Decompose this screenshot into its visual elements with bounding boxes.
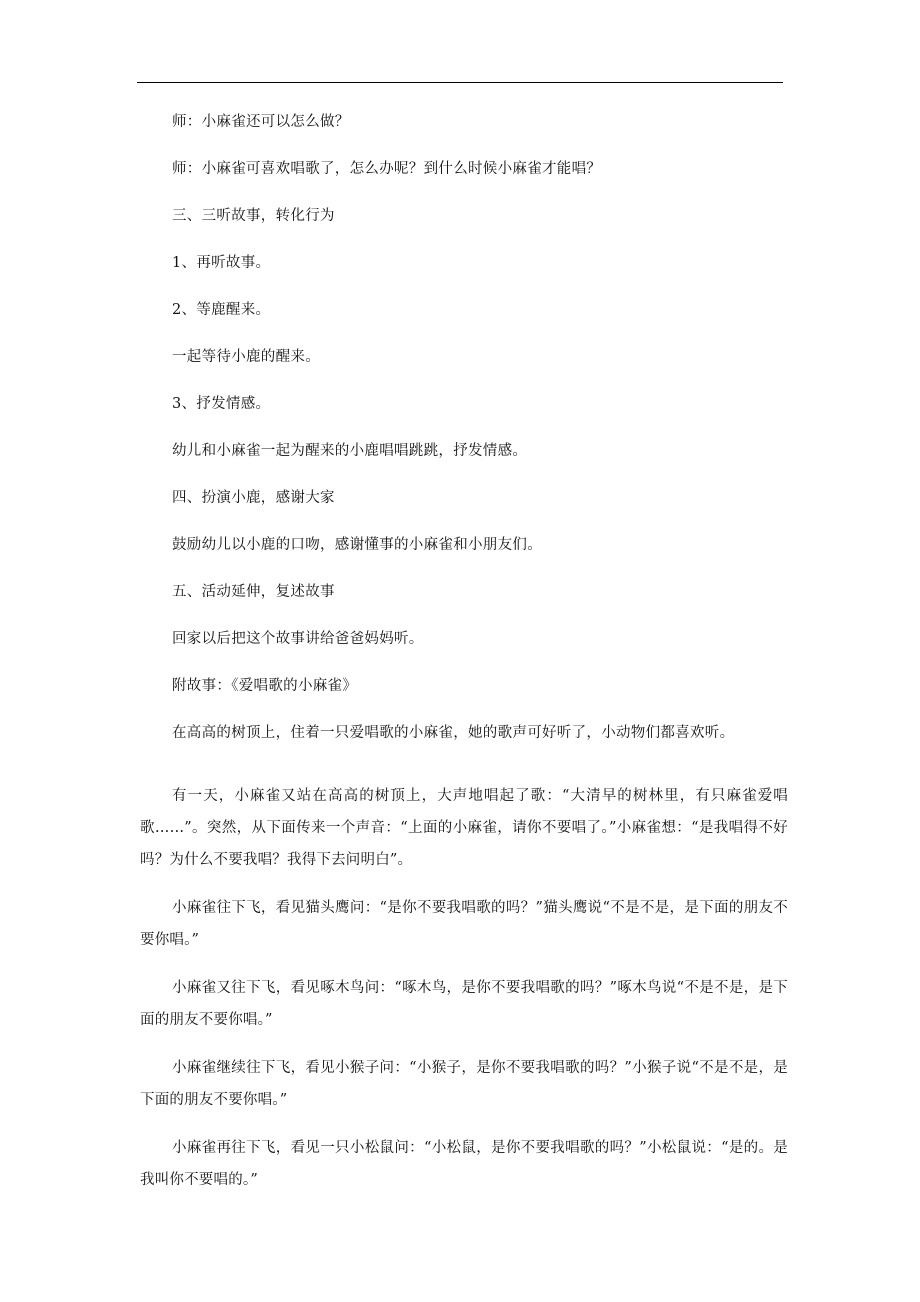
story-paragraph: 小麻雀继续往下飞，看见小猴子问：“小猴子，是你不要我唱歌的吗？”小猴子说“不是不是，是下面的朋友不要你唱。” [140, 1060, 788, 1108]
section-heading: 五、活动延伸，复述故事 [172, 584, 335, 600]
story-paragraph: 小麻雀往下飞，看见猫头鹰问：“是你不要我唱歌的吗？”猫头鹰说“不是不是，是下面的朋友不要你唱。” [140, 900, 788, 948]
paragraph: 鼓励幼儿以小鹿的口吻，感谢懂事的小麻雀和小朋友们。 [172, 537, 542, 553]
paragraph: 师：小麻雀可喜欢唱歌了，怎么办呢？到什么时候小麻雀才能唱？ [172, 161, 602, 177]
story-title: 附故事：《爱唱歌的小麻雀》 [172, 678, 358, 694]
story-paragraph: 有一天，小麻雀又站在高高的树顶上，大声地唱起了歌：“大清早的树林里，有只麻雀爱唱歌……”。突然，从下面传来一个声音：“上面的小麻雀，请你不要唱了。”小麻雀想：“是我唱得不好吗？为什么不要我唱？我得下去问明白”。 [140, 788, 788, 868]
paragraph: 师：小麻雀还可以怎么做？ [172, 114, 350, 130]
paragraph: 3、抒发情感。 [172, 396, 271, 412]
paragraph: 回家以后把这个故事讲给爸爸妈妈听。 [172, 631, 424, 647]
section-heading: 三、三听故事，转化行为 [172, 208, 335, 224]
story-paragraph: 小麻雀又往下飞，看见啄木鸟问：“啄木鸟，是你不要我唱歌的吗？”啄木鸟说“不是不是，是下面的朋友不要你唱。” [140, 980, 788, 1028]
paragraph: 1、再听故事。 [172, 255, 271, 271]
story-body [140, 780, 788, 1212]
story-paragraph: 小麻雀再往下飞，看见一只小松鼠问：“小松鼠，是你不要我唱歌的吗？”小松鼠说：“是的。是我叫你不要唱的。” [140, 1140, 788, 1188]
paragraph: 2、等鹿醒来。 [172, 302, 271, 318]
header-rule [137, 82, 783, 83]
paragraph: 幼儿和小麻雀一起为醒来的小鹿唱唱跳跳，抒发情感。 [172, 443, 528, 459]
section-heading: 四、扮演小鹿，感谢大家 [172, 490, 335, 506]
document-body [172, 115, 788, 773]
paragraph: 一起等待小鹿的醒来。 [172, 349, 320, 365]
paragraph: 在高高的树顶上，住着一只爱唱歌的小麻雀，她的歌声可好听了，小动物们都喜欢听。 [172, 725, 735, 741]
